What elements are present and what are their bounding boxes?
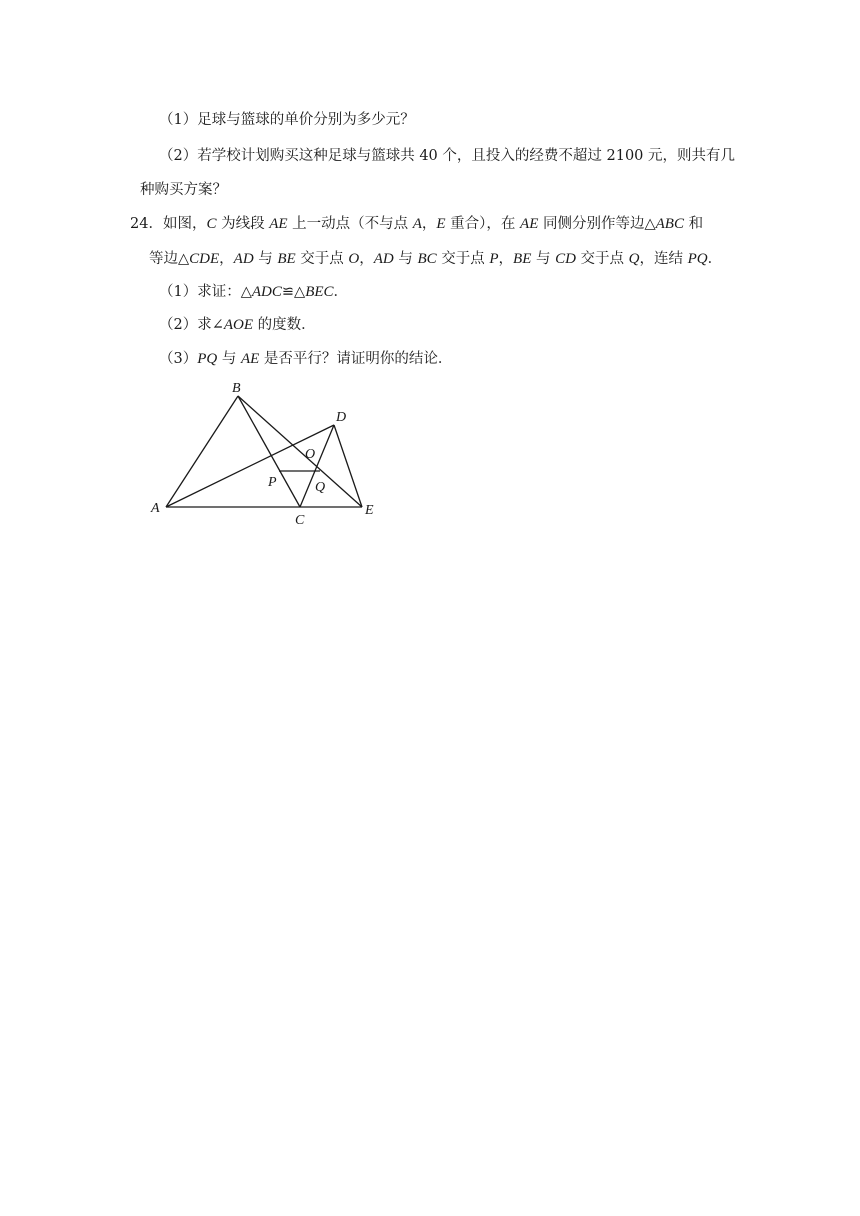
label-a: A (151, 501, 160, 516)
label-c: C (295, 513, 305, 528)
segment-ab (166, 396, 238, 507)
label-p: P (268, 475, 277, 490)
segment-bc (238, 396, 300, 507)
q24-sub1: （1）求证：△ADC≌△BEC． (159, 284, 349, 300)
q24-sub3: （3）PQ 与 AE 是否平行？请证明你的结论． (159, 351, 453, 367)
segment-ad (166, 425, 334, 507)
label-b: B (232, 381, 241, 396)
question-number: 24． (130, 216, 163, 232)
q23-sub2-continued: 种购买方案？ (140, 182, 227, 198)
q24-line2: 等边△CDE，AD 与 BE 交于点 O，AD 与 BC 交于点 P，BE 与 CD 交于点 Q，连结 PQ． (149, 251, 723, 267)
label-d: D (336, 410, 347, 425)
q23-sub1: （1）足球与篮球的单价分别为多少元？ (159, 112, 415, 128)
label-o: O (305, 447, 316, 462)
label-q: Q (315, 480, 326, 495)
geometry-figure (140, 374, 400, 534)
q24-line1: 24．如图，C 为线段 AE 上一动点（不与点 A，E 重合），在 AE 同侧分别作等边△ABC 和 (130, 216, 704, 232)
q24-sub2: （2）求∠AOE 的度数． (159, 317, 316, 333)
label-e: E (365, 503, 374, 518)
figure-lines (166, 396, 362, 507)
q23-sub2: （2）若学校计划购买这种足球与篮球共 40 个，且投入的经费不超过 2100 元，则共有几 (159, 148, 736, 164)
